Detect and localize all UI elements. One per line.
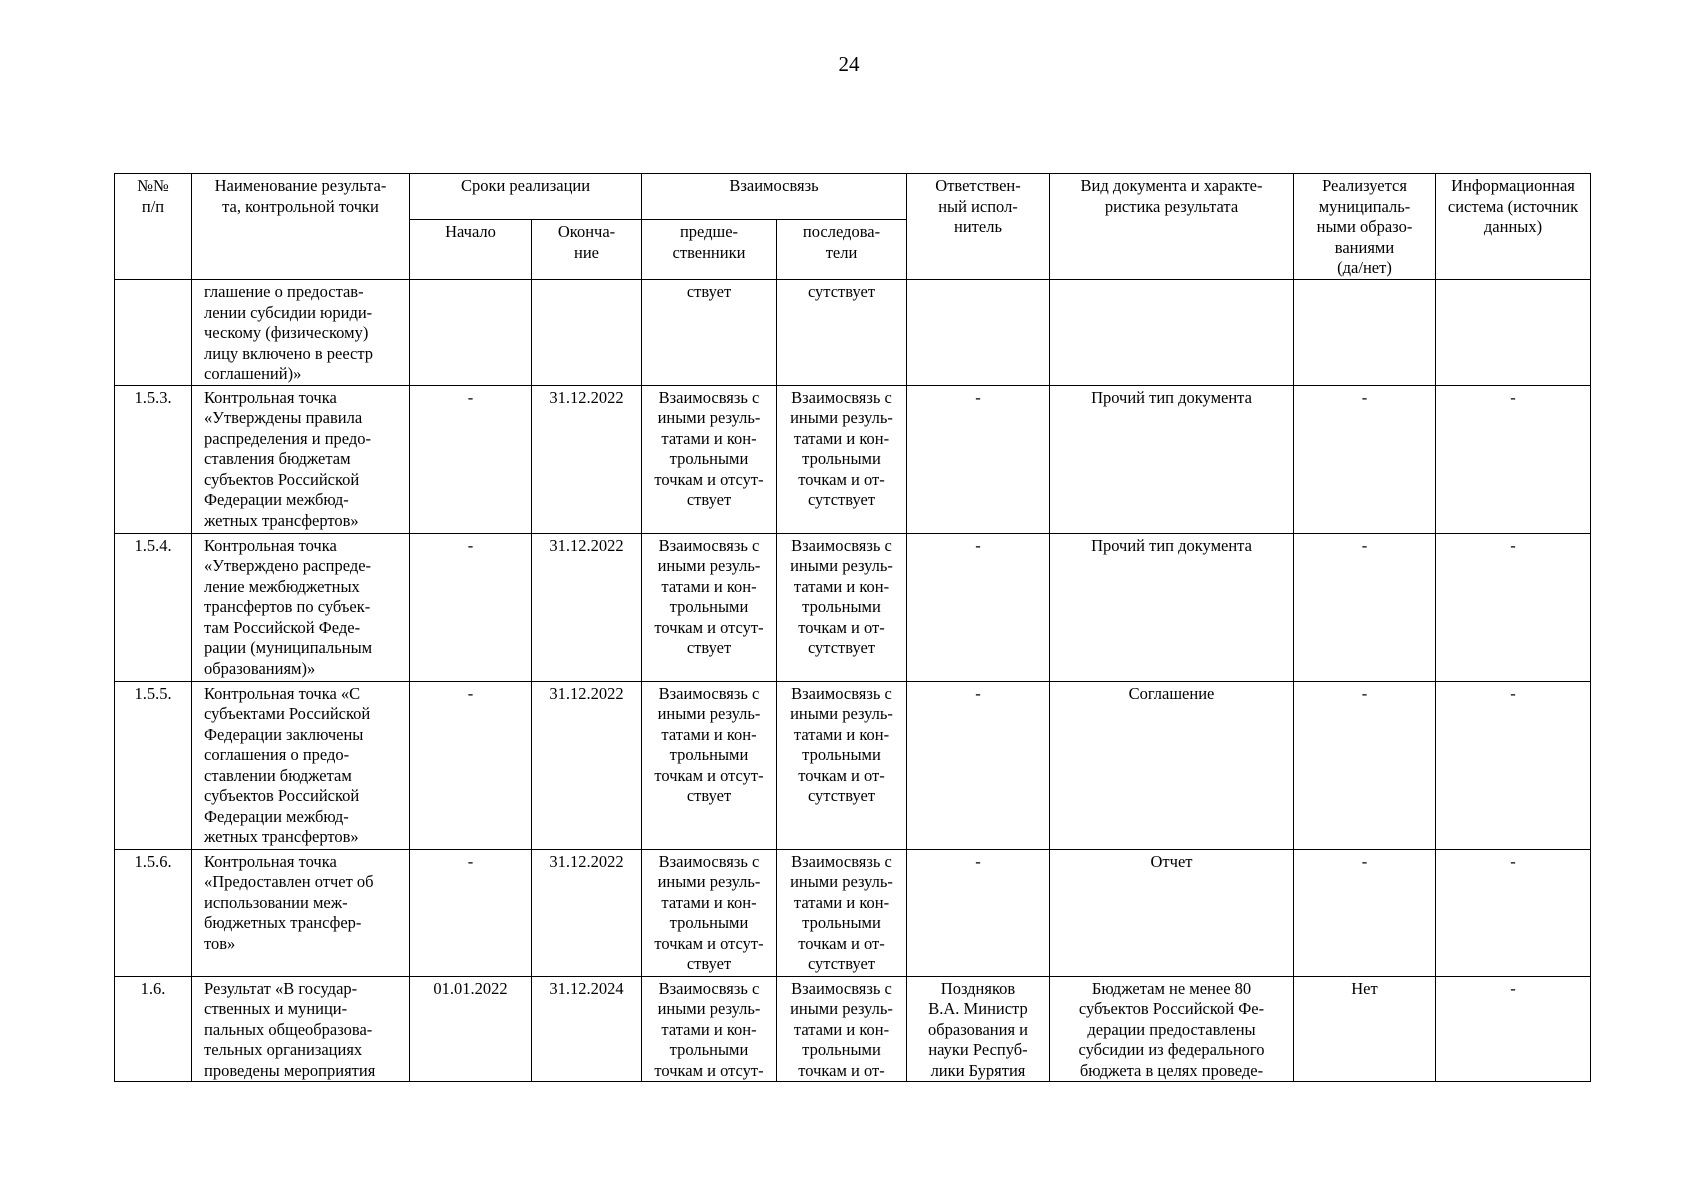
row-predecessors: Взаимосвязь с иными резуль- татами и кон- трольными точкам и отсут- ствует bbox=[642, 681, 777, 849]
row-number: 1.5.5. bbox=[115, 681, 192, 849]
row-successors: Взаимосвязь с иными резуль- татами и кон- трольными точкам и от- сутствует bbox=[777, 385, 907, 533]
table-row bbox=[115, 533, 1591, 681]
row-predecessors: Взаимосвязь с иными резуль- татами и кон- трольными точкам и отсут- bbox=[642, 976, 777, 1082]
row-start: 01.01.2022 bbox=[410, 976, 532, 1082]
table-row bbox=[115, 681, 1591, 849]
row-name: Контрольная точка «Утверждены правила распределения и предо- ставления бюджетам субъектов Российской Федерации межбюд- жетных трансфертов» bbox=[192, 385, 410, 533]
row-municipal bbox=[1294, 280, 1436, 386]
row-start: - bbox=[410, 681, 532, 849]
header-responsible: Ответствен- ный испол- нитель bbox=[907, 174, 1050, 280]
row-municipal: - bbox=[1294, 681, 1436, 849]
header-relation: Взаимосвязь bbox=[642, 174, 907, 220]
row-predecessors: Взаимосвязь с иными резуль- татами и кон- трольными точкам и отсут- ствует bbox=[642, 533, 777, 681]
header-doc-type: Вид документа и характе- ристика результата bbox=[1050, 174, 1294, 280]
row-predecessors: Взаимосвязь с иными резуль- татами и кон- трольными точкам и отсут- ствует bbox=[642, 385, 777, 533]
row-end: 31.12.2024 bbox=[532, 976, 642, 1082]
header-successors: последова- тели bbox=[777, 220, 907, 280]
header-row-1 bbox=[115, 174, 1591, 220]
row-info-system: - bbox=[1436, 849, 1591, 976]
row-responsible: - bbox=[907, 681, 1050, 849]
row-successors: Взаимосвязь с иными резуль- татами и кон- трольными точкам и от- сутствует bbox=[777, 849, 907, 976]
row-name: Контрольная точка «С субъектами Российской Федерации заключены соглашения о предо- ставлении бюджетам субъектов Российской Федерации межбюд- жетных трансфертов» bbox=[192, 681, 410, 849]
row-end: 31.12.2022 bbox=[532, 849, 642, 976]
row-name: Контрольная точка «Утверждено распреде- ление межбюджетных трансфертов по субъек- там Российской Феде- рации (муниципальным образованиям)» bbox=[192, 533, 410, 681]
row-start bbox=[410, 280, 532, 386]
row-doc-type bbox=[1050, 280, 1294, 386]
row-info-system bbox=[1436, 280, 1591, 386]
row-name: Контрольная точка «Предоставлен отчет об использовании меж- бюджетных трансфер- тов» bbox=[192, 849, 410, 976]
row-number: 1.5.4. bbox=[115, 533, 192, 681]
row-successors: Взаимосвязь с иными резуль- татами и кон- трольными точкам и от- сутствует bbox=[777, 533, 907, 681]
header-num: №№ п/п bbox=[115, 174, 192, 280]
header-predecessors: предше- ственники bbox=[642, 220, 777, 280]
row-municipal: Нет bbox=[1294, 976, 1436, 1082]
row-number: 1.5.6. bbox=[115, 849, 192, 976]
row-number: 1.5.3. bbox=[115, 385, 192, 533]
row-responsible: - bbox=[907, 849, 1050, 976]
row-responsible: Поздняков В.А. Министр образования и науки Респуб- лики Бурятия bbox=[907, 976, 1050, 1082]
row-municipal: - bbox=[1294, 533, 1436, 681]
row-doc-type: Отчет bbox=[1050, 849, 1294, 976]
row-successors: Взаимосвязь с иными резуль- татами и кон- трольными точкам и от- сутствует bbox=[777, 681, 907, 849]
header-name: Наименование результа- та, контрольной точки bbox=[192, 174, 410, 280]
row-predecessors: ствует bbox=[642, 280, 777, 386]
row-info-system: - bbox=[1436, 385, 1591, 533]
row-doc-type: Бюджетам не менее 80 субъектов Российской Фе- дерации предоставлены субсидии из федерального бюджета в целях проведе- bbox=[1050, 976, 1294, 1082]
table-row bbox=[115, 385, 1591, 533]
row-number: 1.6. bbox=[115, 976, 192, 1082]
row-name: глашение о предостав- лении субсидии юриди- ческому (физическому) лицу включено в реестр соглашений)» bbox=[192, 280, 410, 386]
row-predecessors: Взаимосвязь с иными резуль- татами и кон- трольными точкам и отсут- ствует bbox=[642, 849, 777, 976]
row-municipal: - bbox=[1294, 385, 1436, 533]
header-info-system: Информационная система (источник данных) bbox=[1436, 174, 1591, 280]
row-responsible bbox=[907, 280, 1050, 386]
row-info-system: - bbox=[1436, 681, 1591, 849]
header-start: Начало bbox=[410, 220, 532, 280]
row-municipal: - bbox=[1294, 849, 1436, 976]
row-end: 31.12.2022 bbox=[532, 533, 642, 681]
page-number: 24 bbox=[838, 52, 860, 76]
row-end: 31.12.2022 bbox=[532, 385, 642, 533]
row-doc-type: Соглашение bbox=[1050, 681, 1294, 849]
row-end: 31.12.2022 bbox=[532, 681, 642, 849]
row-start: - bbox=[410, 533, 532, 681]
row-successors: сутствует bbox=[777, 280, 907, 386]
row-responsible: - bbox=[907, 385, 1050, 533]
row-start: - bbox=[410, 849, 532, 976]
table-row bbox=[115, 280, 1591, 386]
results-table bbox=[114, 173, 1591, 1082]
header-terms: Сроки реализации bbox=[410, 174, 642, 220]
row-doc-type: Прочий тип документа bbox=[1050, 533, 1294, 681]
row-number bbox=[115, 280, 192, 386]
row-info-system: - bbox=[1436, 976, 1591, 1082]
row-info-system: - bbox=[1436, 533, 1591, 681]
row-start: - bbox=[410, 385, 532, 533]
header-end: Оконча- ние bbox=[532, 220, 642, 280]
row-successors: Взаимосвязь с иными резуль- татами и кон- трольными точкам и от- bbox=[777, 976, 907, 1082]
row-name: Результат «В государ- ственных и муници- пальных общеобразова- тельных организациях проведены мероприятия bbox=[192, 976, 410, 1082]
row-responsible: - bbox=[907, 533, 1050, 681]
row-doc-type: Прочий тип документа bbox=[1050, 385, 1294, 533]
header-municipal: Реализуется муниципаль- ными образо- ваниями (да/нет) bbox=[1294, 174, 1436, 280]
row-end bbox=[532, 280, 642, 386]
table-row bbox=[115, 976, 1591, 1082]
table-row bbox=[115, 849, 1591, 976]
